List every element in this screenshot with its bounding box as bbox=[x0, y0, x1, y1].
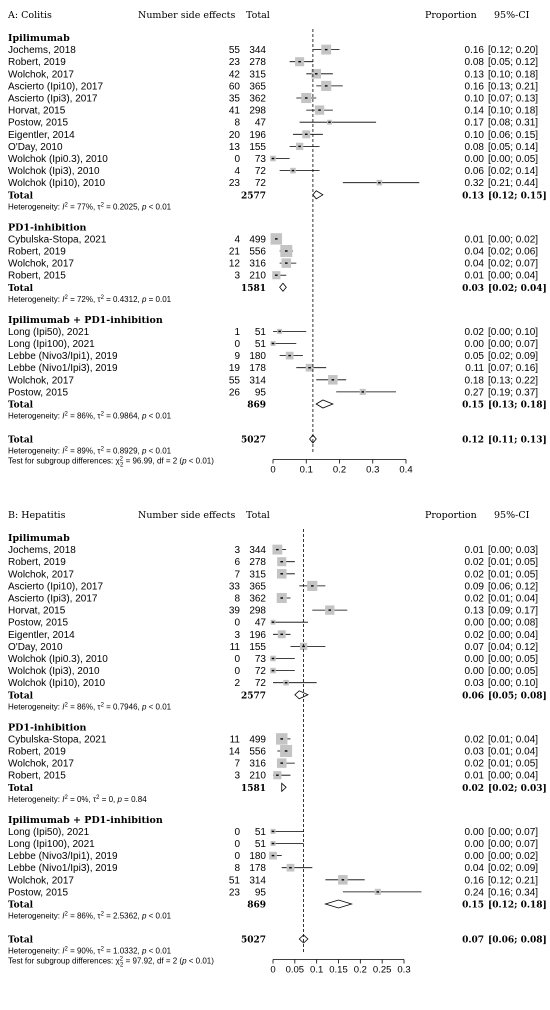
study-label: Robert, 2015 bbox=[8, 770, 66, 782]
study-label: Ascierto (Ipi10), 2017 bbox=[8, 581, 104, 593]
proportion-value: 0.00 bbox=[464, 339, 484, 350]
subgroup-title: Ipilimumab + PD1-inhibition bbox=[8, 314, 163, 326]
overall-total-n: 5027 bbox=[240, 935, 266, 946]
proportion-value: 0.13 bbox=[464, 69, 484, 81]
ci-value: [0.02; 0.06] bbox=[488, 246, 539, 258]
subgroup-total-n: 1581 bbox=[240, 783, 266, 794]
subgroup-total-proportion: 0.15 bbox=[462, 900, 484, 911]
events-value: 0 bbox=[234, 154, 240, 165]
ci-value: [0.21; 0.44] bbox=[488, 178, 539, 190]
study-label: Postow, 2015 bbox=[8, 117, 69, 129]
study-label: Wolchok (Ipi3), 2010 bbox=[8, 166, 100, 178]
header-total: Total bbox=[246, 510, 270, 521]
events-value: 0 bbox=[234, 851, 240, 863]
events-value: 7 bbox=[234, 569, 240, 581]
proportion-value: 0.00 bbox=[464, 617, 484, 629]
overall-heterogeneity-text: Heterogeneity: $I^2 = 89\%$, $\tau^2 = 0.8929$, p < 0.01 bbox=[8, 446, 172, 456]
overall-total-ci: [0.06; 0.08] bbox=[488, 935, 547, 946]
subgroup-total-n: 2577 bbox=[240, 191, 266, 202]
ci-value: [0.00; 0.02] bbox=[488, 851, 539, 863]
ci-value: [0.00; 0.05] bbox=[488, 666, 539, 678]
subgroup-total-ci: [0.13; 0.18] bbox=[488, 400, 547, 411]
study-label: Jochems, 2018 bbox=[8, 45, 76, 57]
total-value: 344 bbox=[249, 45, 266, 57]
total-value: 178 bbox=[249, 863, 266, 875]
events-value: 8 bbox=[234, 863, 240, 875]
total-value: 72 bbox=[254, 678, 266, 690]
subgroup-total-label: Total bbox=[8, 783, 34, 794]
events-value: 39 bbox=[228, 605, 240, 617]
overall-total-proportion: 0.07 bbox=[462, 935, 484, 946]
study-label: Eigentler, 2014 bbox=[8, 629, 75, 641]
study-label: Lebbe (Nivo3/Ipi1), 2019 bbox=[8, 351, 118, 363]
ci-value: [0.01; 0.04] bbox=[488, 746, 539, 758]
total-value: 155 bbox=[249, 641, 266, 653]
subgroup-total-ci: [0.12; 0.15] bbox=[488, 191, 547, 202]
total-value: 344 bbox=[249, 545, 266, 557]
proportion-value: 0.03 bbox=[464, 746, 484, 758]
x-axis-tick-label: 0 bbox=[270, 464, 276, 476]
study-label: Wolchok (Ipi10), 2010 bbox=[8, 178, 106, 190]
x-axis-tick-label: 0.2 bbox=[332, 464, 347, 476]
events-value: 60 bbox=[228, 81, 240, 93]
overall-total-ci: [0.11; 0.13] bbox=[488, 435, 547, 446]
ci-value: [0.00; 0.05] bbox=[488, 654, 539, 665]
subgroup-total-label: Total bbox=[8, 900, 34, 911]
total-value: 298 bbox=[249, 105, 266, 117]
subgroup-total-label: Total bbox=[8, 400, 34, 411]
overall-total-n: 5027 bbox=[240, 435, 266, 446]
study-label: Wolchok, 2017 bbox=[8, 69, 74, 81]
proportion-value: 0.04 bbox=[464, 863, 484, 875]
events-value: 0 bbox=[234, 339, 240, 350]
subgroup-diamond bbox=[313, 191, 323, 199]
subgroup-title: Ipilimumab bbox=[8, 33, 70, 44]
proportion-value: 0.24 bbox=[464, 887, 484, 899]
x-axis-tick-label: 0.3 bbox=[366, 464, 380, 476]
events-value: 0 bbox=[234, 839, 240, 850]
ci-value: [0.13; 0.21] bbox=[488, 81, 539, 93]
subgroup-title: PD1-inhibition bbox=[8, 222, 87, 234]
proportion-value: 0.27 bbox=[464, 387, 484, 399]
events-value: 9 bbox=[234, 351, 240, 363]
events-value: 0 bbox=[234, 617, 240, 629]
total-value: 51 bbox=[254, 339, 266, 350]
proportion-value: 0.32 bbox=[464, 178, 484, 190]
proportion-value: 0.06 bbox=[464, 166, 484, 178]
ci-value: [0.00; 0.10] bbox=[488, 678, 539, 690]
proportion-value: 0.14 bbox=[464, 105, 484, 117]
ci-value: [0.00; 0.03] bbox=[488, 545, 539, 557]
total-value: 365 bbox=[249, 581, 266, 593]
events-value: 21 bbox=[228, 246, 240, 258]
x-axis-tick-label: 0.4 bbox=[399, 464, 413, 476]
study-label: Lebbe (Nivo3/Ipi1), 2019 bbox=[8, 851, 118, 863]
heterogeneity-text: Heterogeneity: $I^2 = 77\%$, $\tau^2 = 0.2025$, p < 0.01 bbox=[8, 202, 172, 212]
study-label: Ascierto (Ipi10), 2017 bbox=[8, 81, 104, 93]
subgroup-total-proportion: 0.02 bbox=[462, 783, 484, 794]
proportion-value: 0.08 bbox=[464, 57, 484, 69]
subgroup-total-proportion: 0.15 bbox=[462, 400, 484, 411]
study-label: Cybulska-Stopa, 2021 bbox=[8, 734, 107, 746]
ci-value: [0.06; 0.15] bbox=[488, 129, 539, 141]
heterogeneity-text: Heterogeneity: $I^2 = 86\%$, $\tau^2 = 0.7946$, p < 0.01 bbox=[8, 702, 172, 712]
x-axis-tick-label: 0 bbox=[270, 964, 276, 976]
total-value: 47 bbox=[254, 617, 266, 629]
total-value: 180 bbox=[249, 851, 266, 863]
study-label: Wolchok, 2017 bbox=[8, 875, 74, 887]
events-value: 7 bbox=[234, 758, 240, 770]
study-label: Postow, 2015 bbox=[8, 617, 69, 629]
study-label: O'Day, 2010 bbox=[8, 141, 63, 153]
events-value: 23 bbox=[228, 178, 240, 190]
study-label: Long (Ipi50), 2021 bbox=[8, 326, 90, 338]
ci-value: [0.09; 0.17] bbox=[488, 605, 539, 617]
ci-value: [0.00; 0.02] bbox=[488, 234, 539, 246]
events-value: 6 bbox=[234, 557, 240, 569]
total-value: 72 bbox=[254, 666, 266, 678]
total-value: 499 bbox=[249, 734, 266, 746]
subgroup-total-label: Total bbox=[8, 283, 34, 294]
study-label: Ascierto (Ipi3), 2017 bbox=[8, 93, 98, 105]
total-value: 316 bbox=[249, 758, 266, 770]
events-value: 3 bbox=[234, 629, 240, 641]
events-value: 8 bbox=[234, 117, 240, 129]
x-axis-tick-label: 0.1 bbox=[310, 964, 324, 976]
events-value: 3 bbox=[234, 770, 240, 782]
proportion-value: 0.02 bbox=[464, 758, 484, 770]
events-value: 42 bbox=[228, 69, 240, 81]
study-label: Robert, 2015 bbox=[8, 270, 66, 282]
ci-value: [0.02; 0.14] bbox=[488, 166, 539, 178]
subgroup-total-n: 869 bbox=[247, 900, 266, 911]
study-label: Wolchok (Ipi10), 2010 bbox=[8, 678, 106, 690]
events-value: 41 bbox=[228, 105, 240, 117]
proportion-value: 0.04 bbox=[464, 258, 484, 270]
total-value: 73 bbox=[254, 154, 266, 165]
heterogeneity-text: Heterogeneity: $I^2 = 86\%$, $\tau^2 = 0.9864$, p < 0.01 bbox=[8, 411, 172, 421]
header-proportion: Proportion bbox=[425, 10, 477, 21]
study-label: Eigentler, 2014 bbox=[8, 129, 75, 141]
study-label: Long (Ipi100), 2021 bbox=[8, 839, 95, 850]
heterogeneity-text: Heterogeneity: $I^2 = 86\%$, $\tau^2 = 2.5362$, p < 0.01 bbox=[8, 911, 172, 921]
total-value: 362 bbox=[249, 93, 266, 105]
study-label: Postow, 2015 bbox=[8, 887, 69, 899]
subgroup-total-ci: [0.05; 0.08] bbox=[488, 691, 547, 702]
ci-value: [0.01; 0.05] bbox=[488, 569, 539, 581]
events-value: 0 bbox=[234, 666, 240, 678]
proportion-value: 0.16 bbox=[464, 45, 484, 57]
ci-value: [0.00; 0.07] bbox=[488, 339, 539, 350]
ci-value: [0.02; 0.07] bbox=[488, 258, 539, 270]
events-value: 23 bbox=[228, 57, 240, 69]
study-label: Horvat, 2015 bbox=[8, 605, 66, 617]
header-ci: 95%-CI bbox=[494, 510, 530, 521]
x-axis-tick-label: 0.3 bbox=[397, 964, 411, 976]
x-axis-tick-label: 0.05 bbox=[285, 964, 305, 976]
proportion-value: 0.10 bbox=[464, 129, 484, 141]
proportion-value: 0.00 bbox=[464, 851, 484, 863]
events-value: 8 bbox=[234, 593, 240, 605]
subgroup-test-text: Test for subgroup differences: $\chi^2$ $_2$ = 96.99, df = 2 (p < 0.01) bbox=[8, 456, 214, 469]
proportion-value: 0.01 bbox=[464, 545, 484, 557]
total-value: 155 bbox=[249, 141, 266, 153]
proportion-value: 0.02 bbox=[464, 734, 484, 746]
ci-value: [0.00; 0.08] bbox=[488, 617, 539, 629]
panel-title: B: Hepatitis bbox=[8, 510, 66, 521]
study-label: Horvat, 2015 bbox=[8, 105, 66, 117]
overall-total-proportion: 0.12 bbox=[462, 435, 484, 446]
events-value: 0 bbox=[234, 654, 240, 665]
total-value: 210 bbox=[249, 270, 266, 282]
proportion-value: 0.17 bbox=[464, 117, 484, 129]
overall-total-label: Total bbox=[8, 935, 34, 946]
study-label: Wolchok, 2017 bbox=[8, 258, 74, 270]
study-label: Long (Ipi100), 2021 bbox=[8, 339, 95, 350]
study-label: Robert, 2019 bbox=[8, 557, 66, 569]
ci-value: [0.10; 0.18] bbox=[488, 105, 539, 117]
ci-value: [0.00; 0.07] bbox=[488, 839, 539, 850]
heterogeneity-text: Heterogeneity: $I^2 = 72\%$, $\tau^2 = 0.4312$, p = 0.01 bbox=[8, 294, 172, 304]
ci-value: [0.01; 0.04] bbox=[488, 734, 539, 746]
subgroup-total-proportion: 0.03 bbox=[462, 283, 484, 294]
proportion-value: 0.09 bbox=[464, 581, 484, 593]
ci-value: [0.05; 0.14] bbox=[488, 141, 539, 153]
total-value: 196 bbox=[249, 629, 266, 641]
study-label: Robert, 2019 bbox=[8, 746, 66, 758]
total-value: 51 bbox=[254, 326, 266, 338]
ci-value: [0.01; 0.05] bbox=[488, 758, 539, 770]
proportion-value: 0.07 bbox=[464, 641, 484, 653]
study-label: Long (Ipi50), 2021 bbox=[8, 826, 90, 838]
subgroup-diamond bbox=[316, 400, 333, 408]
subgroup-total-proportion: 0.06 bbox=[462, 691, 484, 702]
total-value: 315 bbox=[249, 69, 266, 81]
overall-total-label: Total bbox=[8, 435, 34, 446]
events-value: 4 bbox=[234, 166, 240, 178]
events-value: 12 bbox=[228, 258, 240, 270]
events-value: 1 bbox=[234, 326, 240, 338]
subgroup-diamond bbox=[282, 783, 286, 791]
total-value: 499 bbox=[249, 234, 266, 246]
total-value: 314 bbox=[249, 875, 266, 887]
ci-value: [0.19; 0.37] bbox=[488, 387, 539, 399]
events-value: 11 bbox=[229, 641, 240, 653]
study-label: Wolchok, 2017 bbox=[8, 569, 74, 581]
total-value: 316 bbox=[249, 258, 266, 270]
x-axis-tick-label: 0.2 bbox=[353, 964, 367, 976]
proportion-value: 0.00 bbox=[464, 666, 484, 678]
total-value: 72 bbox=[254, 178, 266, 190]
proportion-value: 0.03 bbox=[464, 678, 484, 690]
ci-value: [0.01; 0.04] bbox=[488, 593, 539, 605]
proportion-value: 0.01 bbox=[464, 270, 484, 282]
study-label: Wolchok, 2017 bbox=[8, 375, 74, 387]
proportion-value: 0.10 bbox=[464, 93, 484, 105]
ci-value: [0.00; 0.07] bbox=[488, 826, 539, 838]
subgroup-total-n: 2577 bbox=[240, 691, 266, 702]
proportion-value: 0.05 bbox=[464, 351, 484, 363]
ci-value: [0.12; 0.20] bbox=[488, 45, 539, 57]
header-events: Number side effects bbox=[138, 10, 236, 21]
ci-value: [0.07; 0.16] bbox=[488, 363, 539, 375]
total-value: 556 bbox=[249, 246, 266, 258]
proportion-value: 0.00 bbox=[464, 154, 484, 165]
ci-value: [0.00; 0.05] bbox=[488, 154, 539, 165]
ci-value: [0.00; 0.04] bbox=[488, 629, 539, 641]
ci-value: [0.16; 0.34] bbox=[488, 887, 539, 899]
study-label: Jochems, 2018 bbox=[8, 545, 76, 557]
events-value: 23 bbox=[228, 887, 240, 899]
x-axis-tick-label: 0.25 bbox=[372, 964, 392, 976]
study-label: Robert, 2019 bbox=[8, 57, 66, 69]
proportion-value: 0.02 bbox=[464, 593, 484, 605]
total-value: 95 bbox=[254, 387, 266, 399]
study-label: Lebbe (Nivo1/Ipi3), 2019 bbox=[8, 363, 118, 375]
ci-value: [0.02; 0.09] bbox=[488, 863, 539, 875]
total-value: 178 bbox=[249, 363, 266, 375]
study-label: Wolchok (Ipi0.3), 2010 bbox=[8, 154, 108, 165]
subgroup-test-text: Test for subgroup differences: $\chi^2$ $_2$ = 97.92, df = 2 (p < 0.01) bbox=[8, 956, 214, 969]
subgroup-title: Ipilimumab + PD1-inhibition bbox=[8, 814, 163, 826]
subgroup-total-n: 1581 bbox=[240, 283, 266, 294]
panel-colitis bbox=[270, 29, 419, 464]
ci-value: [0.02; 0.09] bbox=[488, 351, 539, 363]
proportion-value: 0.00 bbox=[464, 654, 484, 665]
events-value: 11 bbox=[229, 734, 240, 746]
total-value: 95 bbox=[254, 887, 266, 899]
proportion-value: 0.01 bbox=[464, 234, 484, 246]
ci-value: [0.08; 0.31] bbox=[488, 117, 539, 129]
total-value: 314 bbox=[249, 375, 266, 387]
proportion-value: 0.02 bbox=[464, 557, 484, 569]
subgroup-diamond bbox=[280, 283, 287, 291]
subgroup-total-proportion: 0.13 bbox=[462, 191, 484, 202]
proportion-value: 0.18 bbox=[464, 375, 484, 387]
subgroup-title: Ipilimumab bbox=[8, 533, 70, 544]
ci-value: [0.13; 0.22] bbox=[488, 375, 539, 387]
proportion-value: 0.02 bbox=[464, 629, 484, 641]
x-axis-tick-label: 0.1 bbox=[299, 464, 313, 476]
header-ci: 95%-CI bbox=[494, 10, 530, 21]
events-value: 3 bbox=[234, 270, 240, 282]
ci-value: [0.00; 0.10] bbox=[488, 326, 539, 338]
events-value: 26 bbox=[228, 387, 240, 399]
events-value: 35 bbox=[228, 93, 240, 105]
subgroup-total-label: Total bbox=[8, 191, 34, 202]
total-value: 365 bbox=[249, 81, 266, 93]
study-label: Ascierto (Ipi3), 2017 bbox=[8, 593, 98, 605]
heterogeneity-text: Heterogeneity: $I^2 = 0\%$, $\tau^2 = 0$, p = 0.84 bbox=[8, 794, 147, 804]
total-value: 315 bbox=[249, 569, 266, 581]
total-value: 556 bbox=[249, 746, 266, 758]
subgroup-total-label: Total bbox=[8, 691, 34, 702]
total-value: 51 bbox=[254, 839, 266, 850]
total-value: 210 bbox=[249, 770, 266, 782]
events-value: 55 bbox=[228, 45, 240, 57]
total-value: 298 bbox=[249, 605, 266, 617]
overall-heterogeneity-text: Heterogeneity: $I^2 = 90\%$, $\tau^2 = 1.0332$, p < 0.01 bbox=[8, 946, 172, 956]
events-value: 2 bbox=[234, 678, 240, 690]
events-value: 3 bbox=[234, 545, 240, 557]
total-value: 362 bbox=[249, 593, 266, 605]
proportion-value: 0.02 bbox=[464, 326, 484, 338]
total-value: 73 bbox=[254, 654, 266, 665]
total-value: 51 bbox=[254, 826, 266, 838]
proportion-value: 0.02 bbox=[464, 569, 484, 581]
subgroup-total-ci: [0.02; 0.04] bbox=[488, 283, 547, 294]
ci-value: [0.04; 0.12] bbox=[488, 641, 539, 653]
events-value: 20 bbox=[228, 129, 240, 141]
proportion-value: 0.11 bbox=[465, 363, 484, 375]
header-total: Total bbox=[246, 10, 270, 21]
ci-value: [0.00; 0.04] bbox=[488, 770, 539, 782]
events-value: 4 bbox=[234, 234, 240, 246]
ci-value: [0.06; 0.12] bbox=[488, 581, 539, 593]
header-events: Number side effects bbox=[138, 510, 236, 521]
study-label: Lebbe (Nivo1/Ipi3), 2019 bbox=[8, 863, 118, 875]
panel-title: A: Colitis bbox=[8, 10, 52, 21]
proportion-value: 0.08 bbox=[464, 141, 484, 153]
proportion-value: 0.16 bbox=[464, 81, 484, 93]
events-value: 0 bbox=[234, 826, 240, 838]
ci-value: [0.00; 0.04] bbox=[488, 270, 539, 282]
subgroup-diamond bbox=[295, 691, 308, 699]
study-label: O'Day, 2010 bbox=[8, 641, 63, 653]
study-label: Wolchok (Ipi3), 2010 bbox=[8, 666, 100, 678]
proportion-value: 0.00 bbox=[464, 839, 484, 850]
ci-value: [0.07; 0.13] bbox=[488, 93, 539, 105]
total-value: 278 bbox=[249, 57, 266, 69]
study-label: Cybulska-Stopa, 2021 bbox=[8, 234, 107, 246]
events-value: 55 bbox=[228, 375, 240, 387]
subgroup-title: PD1-inhibition bbox=[8, 722, 87, 734]
proportion-value: 0.01 bbox=[464, 770, 484, 782]
events-value: 19 bbox=[228, 363, 240, 375]
ci-value: [0.05; 0.12] bbox=[488, 57, 539, 69]
events-value: 14 bbox=[228, 746, 240, 758]
events-value: 33 bbox=[228, 581, 240, 593]
x-axis-tick-label: 0.15 bbox=[329, 964, 348, 976]
proportion-value: 0.04 bbox=[464, 246, 484, 258]
ci-value: [0.10; 0.18] bbox=[488, 69, 539, 81]
events-value: 13 bbox=[228, 141, 240, 153]
panel-hepatitis bbox=[269, 529, 421, 964]
study-label: Wolchok, 2017 bbox=[8, 758, 74, 770]
study-label: Postow, 2015 bbox=[8, 387, 69, 399]
subgroup-total-ci: [0.02; 0.03] bbox=[488, 783, 547, 794]
proportion-value: 0.00 bbox=[464, 826, 484, 838]
total-value: 47 bbox=[254, 117, 266, 129]
study-label: Robert, 2019 bbox=[8, 246, 66, 258]
subgroup-total-ci: [0.12; 0.18] bbox=[488, 900, 547, 911]
ci-value: [0.12; 0.21] bbox=[488, 875, 539, 887]
total-value: 180 bbox=[249, 351, 266, 363]
header-proportion: Proportion bbox=[425, 510, 477, 521]
proportion-value: 0.16 bbox=[464, 875, 484, 887]
total-value: 196 bbox=[249, 129, 266, 141]
total-value: 278 bbox=[249, 557, 266, 569]
subgroup-total-n: 869 bbox=[247, 400, 266, 411]
ci-value: [0.01; 0.05] bbox=[488, 557, 539, 569]
total-value: 72 bbox=[254, 166, 266, 178]
events-value: 51 bbox=[228, 875, 240, 887]
study-label: Wolchok (Ipi0.3), 2010 bbox=[8, 654, 108, 665]
proportion-value: 0.13 bbox=[464, 605, 484, 617]
subgroup-diamond bbox=[325, 900, 351, 908]
